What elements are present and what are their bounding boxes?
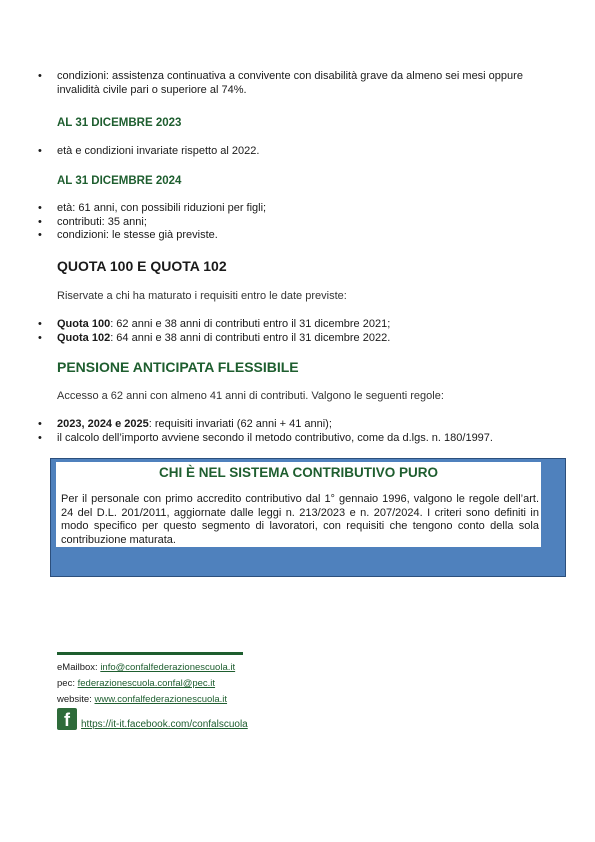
list-item <box>38 229 538 243</box>
pec-label: pec: <box>57 678 78 689</box>
website-label: website: <box>57 694 95 705</box>
email-label: eMailbox: <box>57 662 101 673</box>
list-item <box>38 202 538 216</box>
list-item-text: il calcolo dell’importo avviene secondo il metodo contributivo, come da d.lgs. n. 180/1997. <box>57 431 493 444</box>
pensione-intro: Accesso a 62 anni con almeno 41 anni di contributi. Valgono le seguenti regole: <box>57 390 444 402</box>
info-box-text: Per il personale con primo accredito contributivo dal 1° gennaio 1996, valgono le regole dell’art. 24 del D.L. 201/2011, aggiornate dalle leggi n. 213/2023 e n. 207/2024. I criteri sono definiti in modo specifico per questo segmento di lavoratori, con requisiti che tengono conto della sola contribuzione maturata. <box>61 493 539 546</box>
list-item-bold: Quota 102 <box>57 331 111 344</box>
list-item-text: : requisiti invariati (62 anni + 41 anni); <box>148 418 332 430</box>
list-item <box>38 70 538 97</box>
facebook-icon[interactable]: f <box>57 708 77 730</box>
pec-link[interactable]: federazionescuola.confal@pec.it <box>77 678 216 689</box>
website-link[interactable]: www.confalfederazionescuola.it <box>94 694 228 705</box>
list-item-text: contributi: 35 anni; <box>57 215 147 228</box>
info-box <box>50 458 566 577</box>
heading-2023: AL 31 DICEMBRE 2023 <box>57 117 182 129</box>
list-item <box>38 332 538 346</box>
list-item-text: condizioni: le stesse già previste. <box>57 229 218 241</box>
footer-divider <box>57 652 243 655</box>
list-item <box>38 216 538 230</box>
list-item-bold: 2023, 2024 e 2025 <box>57 418 149 430</box>
email-link[interactable]: info@confalfederazionescuola.it <box>100 662 236 673</box>
list-item <box>38 418 538 432</box>
footer-pec <box>57 678 215 689</box>
footer-website <box>57 694 227 705</box>
heading-quota: QUOTA 100 E QUOTA 102 <box>57 258 227 274</box>
info-box-content <box>56 462 541 547</box>
list-item-text: età: 61 anni, con possibili riduzioni per figli; <box>57 202 267 214</box>
list-2023 <box>38 145 538 159</box>
list-item-text: : 62 anni e 38 anni di contributi entro il 31 dicembre 2021; <box>110 318 391 330</box>
list-item <box>38 145 538 159</box>
list-item-bold: Quota 100 <box>57 318 111 330</box>
list-2024 <box>38 202 538 243</box>
heading-2024: AL 31 DICEMBRE 2024 <box>57 175 182 187</box>
quota-intro: Riservate a chi ha maturato i requisiti entro le date previste: <box>57 290 347 302</box>
list-quota <box>38 318 538 345</box>
list-item-text: : 64 anni e 38 anni di contributi entro il 31 dicembre 2022. <box>110 331 391 344</box>
list-item-text: condizioni: assistenza continuativa a convivente con disabilità grave da almeno sei mesi oppure invalidità civile pari o superiore al 74%. <box>57 70 523 96</box>
facebook-link[interactable]: https://it-it.facebook.com/confalscuola <box>81 719 248 730</box>
list-pensione <box>38 418 538 445</box>
list-item <box>38 432 538 446</box>
heading-pensione: PENSIONE ANTICIPATA FLESSIBILE <box>57 359 299 375</box>
footer-email <box>57 662 235 673</box>
list-conditions <box>38 70 538 97</box>
list-item-text: età e condizioni invariate rispetto al 2022. <box>57 145 260 157</box>
info-box-title: CHI È NEL SISTEMA CONTRIBUTIVO PURO <box>158 465 439 480</box>
list-item <box>38 318 538 332</box>
